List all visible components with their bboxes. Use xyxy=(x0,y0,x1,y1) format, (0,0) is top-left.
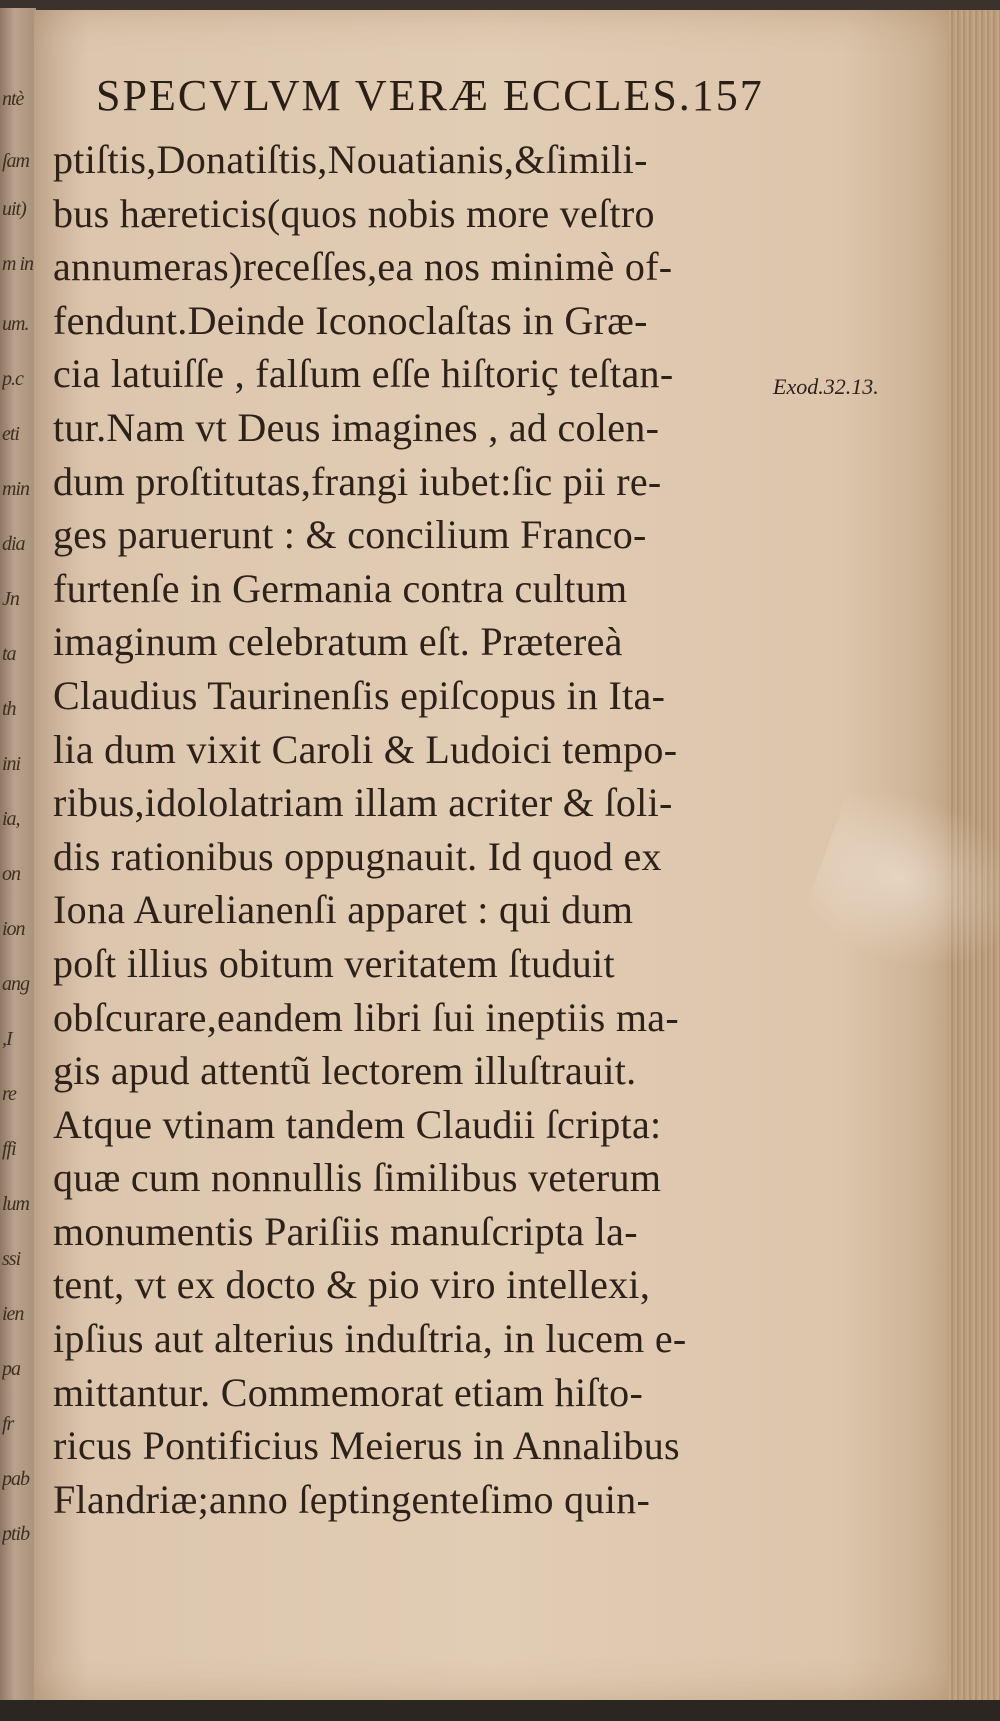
text-line: ribus,idololatriam illam acriter & ſoli- xyxy=(53,780,673,826)
text-line: ipſius aut alterius induſtria, in lucem e- xyxy=(53,1316,687,1362)
text-line: fendunt.Deinde Iconoclaſtas in Græ- xyxy=(53,297,648,343)
text-line: Claudius Taurinenſis epiſcopus in Ita- xyxy=(53,672,666,718)
body-text xyxy=(53,133,783,1526)
facing-page-fragment: th xyxy=(2,698,16,720)
facing-page-fragment: fr xyxy=(2,1413,14,1435)
text-line: obſcurare,eandem libri ſui ineptiis ma- xyxy=(53,994,679,1040)
facing-page-fragment: ion xyxy=(2,918,25,940)
facing-page-sliver xyxy=(0,8,36,1708)
text-line: lia dum vixit Caroli & Ludoici tempo- xyxy=(53,726,678,772)
facing-page-fragment: Jn xyxy=(2,588,19,610)
facing-page-fragment: pab xyxy=(2,1468,29,1490)
facing-page-fragment: min xyxy=(2,478,29,500)
facing-page-fragment: uit) xyxy=(2,198,26,220)
facing-page-fragment: um. xyxy=(2,313,29,335)
marginal-note: Exod.32.13. xyxy=(773,374,879,399)
facing-page-fragment: p.c xyxy=(2,368,23,390)
text-line: imaginum celebratum eſt. Prætereà xyxy=(53,619,623,665)
facing-page-fragment: on xyxy=(2,863,20,885)
text-line: annumeras)receſſes,ea nos minimè of- xyxy=(53,244,673,290)
facing-page-fragment: re xyxy=(2,1083,16,1105)
facing-page-fragment: ia, xyxy=(2,808,20,830)
facing-page-fragment: ini xyxy=(2,753,21,775)
text-line: Iona Aurelianenſi apparet : qui dum xyxy=(53,887,634,933)
text-line: ptiſtis,Donatiſtis,Nouatianis,&ſimili- xyxy=(53,137,648,182)
facing-page-fragment: ffi xyxy=(2,1138,16,1160)
text-line: bus hæreticis(quos nobis more veſtro xyxy=(53,190,655,236)
text-line: ges paruerunt : & concilium Franco- xyxy=(53,512,647,558)
running-head: SPECVLVM VERÆ ECCLES.157 xyxy=(96,71,764,120)
text-line: tent, vt ex docto & pio viro intellexi, xyxy=(53,1262,651,1308)
bottom-edge xyxy=(0,1700,1000,1721)
facing-page-fragment: eti xyxy=(2,423,19,445)
facing-page-fragment: ien xyxy=(2,1303,24,1325)
text-line: ricus Pontificius Meierus in Annalibus xyxy=(53,1423,680,1469)
text-line: dis rationibus oppugnauit. Id quod ex xyxy=(53,833,662,879)
text-line: monumentis Pariſiis manuſcripta la- xyxy=(53,1208,638,1254)
facing-page-fragment: pa xyxy=(2,1358,20,1380)
facing-page-fragment: ptib xyxy=(2,1523,30,1545)
text-line: gis apud attentũ lectorem illuſtrauit. xyxy=(53,1048,637,1094)
facing-page-fragment: ntè xyxy=(2,88,24,110)
text-line: Atque vtinam tandem Claudii ſcripta: xyxy=(53,1101,662,1147)
text-line: Flandriæ;anno ſeptingenteſimo quin- xyxy=(53,1476,651,1522)
text-line: quæ cum nonnullis ſimilibus veterum xyxy=(53,1155,662,1201)
facing-page-fragment: m in xyxy=(2,253,33,275)
text-line: mittantur. Commemorat etiam hiſto- xyxy=(53,1369,644,1415)
text-line: furtenſe in Germania contra cultum xyxy=(53,565,628,611)
text-line: tur.Nam vt Deus imagines , ad colen- xyxy=(53,404,660,450)
facing-page-fragment: ang xyxy=(2,973,29,995)
text-line: cia latuiſſe , falſum eſſe hiſtoriç teſtan- xyxy=(53,351,674,397)
facing-page-fragment: ta xyxy=(2,643,16,665)
facing-page-fragment: ſam xyxy=(2,150,29,172)
text-line: dum proſtitutas,frangi iubet:ſic pii re- xyxy=(53,458,662,504)
facing-page-fragment: lum xyxy=(2,1193,29,1215)
facing-page-fragment: ,I xyxy=(2,1028,12,1050)
facing-page-fragment: dia xyxy=(2,533,25,555)
text-line: poſt illius obitum veritatem ſtuduit xyxy=(53,940,615,986)
facing-page-fragment: ssi xyxy=(2,1248,21,1270)
